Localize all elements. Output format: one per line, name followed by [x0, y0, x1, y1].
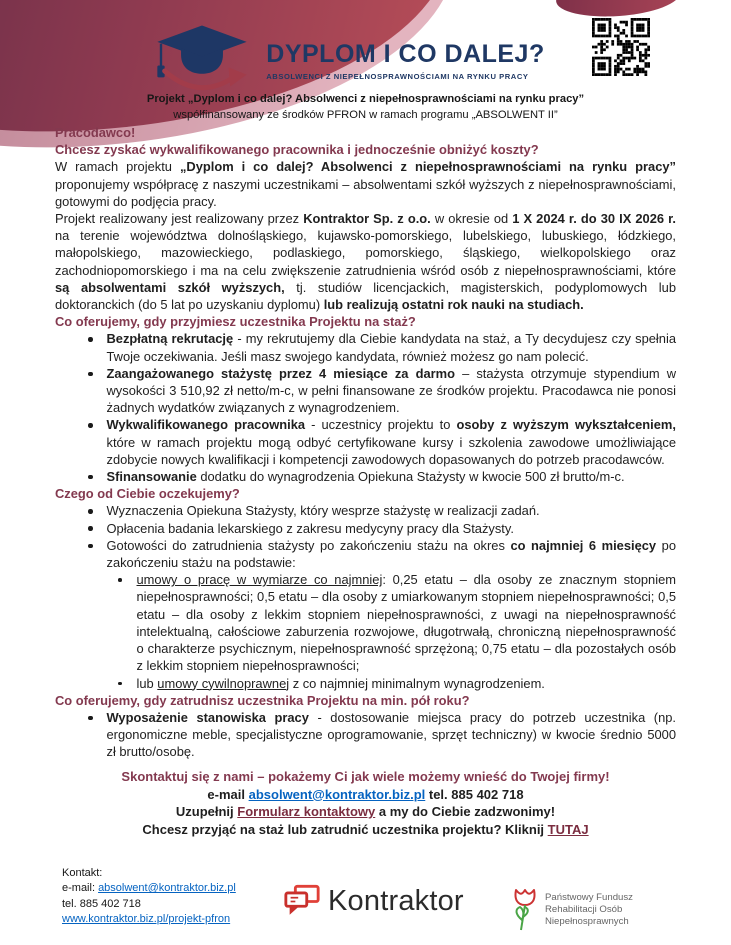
list-item	[55, 502, 676, 519]
email-label: e-mail:	[62, 882, 99, 895]
pfron-logo	[512, 886, 633, 932]
contact-cta	[0, 768, 731, 838]
text-run: lub	[136, 675, 158, 691]
pfron-text-line1: Państwowy Fundusz	[545, 892, 633, 903]
intro-paragraph	[55, 158, 676, 210]
contact-label: Kontakt:	[62, 867, 103, 879]
cta-line-3	[0, 803, 731, 821]
text-run: e-mail	[207, 786, 249, 802]
text-run: z co najmniej minimalnym wynagrodzeniem.	[289, 675, 545, 691]
inline-link[interactable]: Formularz kontaktowy	[237, 804, 376, 820]
intro-heading-1: Pracodawco!	[55, 125, 136, 140]
logo-subtitle: ABSOLWENCI Z NIEPEŁNOSPRAWNOŚCIAMI NA RYNKU PRACY	[266, 72, 529, 82]
text-run: Gotowości do zatrudnienia stażysty po zakończeniu stażu na okres	[106, 537, 511, 553]
text-run: na terenie województwa dolnośląskiego, kujawsko-pomorskiego, lubelskiego, lubuskiego, łódzkiego, małopolskiego, mazowieckiego, podlaskiego, pomorskiego, śląskiego, wielkopolskiego oraz zachodniopomorskiego i ma na celu zwiększenie zatrudnienia wśród osób z niepełnosprawnościami, które	[55, 228, 676, 278]
list-item	[55, 537, 676, 571]
footer-contact-block	[62, 866, 236, 928]
text-run: W ramach projektu	[55, 159, 180, 175]
text-run: Zaangażowanego stażystę przez 4 miesiące za darmo	[106, 365, 455, 381]
text-run: - my rekrutujemy dla Ciebie kandydata na staż, a Ty decydujesz czy spełnia Twoje oczekiwania. Jeśli masz swojego kandydata, również możesz go nam polecić.	[106, 331, 677, 364]
text-run: umowy cywilnoprawnej	[157, 675, 290, 691]
bullet-icon	[88, 526, 93, 531]
text-run: - dostosowanie miejsca pracy do potrzeb uczestnika (np. ergonomiczne meble, specjalistyczne oprogramowanie, sprzęt techniczny) w kwocie średnio 5000 zł brutto/osobę.	[106, 709, 676, 760]
text-run: Chcesz przyjąć na staż lub zatrudnić uczestnika projektu? Kliknij	[142, 821, 548, 837]
bullet-icon	[88, 372, 93, 377]
expectations-heading: Czego od Ciebie oczekujemy?	[55, 486, 240, 502]
text-run: po zakończeniu stażu na podstawie:	[106, 537, 676, 571]
offer-employment-heading: Co oferujemy, gdy zatrudnisz uczestnika Projektu na min. pół roku?	[55, 692, 470, 708]
logo-title: DYPLOM I CO DALEJ?	[266, 39, 545, 68]
text-run: osoby z wyższym wykształceniem,	[456, 417, 676, 433]
chat-bubbles-icon	[283, 884, 321, 919]
text-run: tel. 885 402 718	[425, 786, 524, 802]
website-link[interactable]: www.kontraktor.biz.pl/projekt-pfron	[62, 913, 231, 926]
inline-link[interactable]: absolwent@kontraktor.biz.pl	[248, 786, 426, 802]
cta-line-2	[0, 786, 731, 804]
text-run: Wyznaczenia Opiekuna Stażysty, który wesprze stażystę w realizacji zadań.	[106, 503, 540, 519]
intro-heading-2: Chcesz zyskać wykwalifikowanego pracownika i jednocześnie obniżyć koszty?	[55, 142, 539, 158]
list-item	[55, 709, 676, 761]
text-run: tj. studiów licencjackich, magisterskich, podyplomowych lub doktoranckich (do 5 lat po uzyskaniu dyplomu)	[55, 279, 676, 313]
bullet-icon	[118, 682, 122, 686]
text-run: Kontraktor Sp. z o.o.	[303, 211, 431, 227]
text-run: dodatku do wynagrodzenia Opiekuna Stażysty w kwocie 500 zł brutto/m-c.	[196, 469, 625, 485]
tulip-icon	[512, 886, 538, 932]
list-item	[55, 365, 676, 417]
text-run: Bezpłatną rekrutację	[106, 331, 234, 347]
cta-line-1: Skontaktuj się z nami – pokażemy Ci jak wiele możemy wnieść do Twojej firmy!	[121, 769, 610, 784]
bullet-icon	[118, 578, 122, 582]
text-run: 1 X 2024 r. do 30 IX 2026 r.	[512, 211, 677, 227]
text-run: „Dyplom i co dalej? Absolwenci z niepełnosprawnościami na rynku pracy”	[179, 159, 676, 175]
bullet-icon	[88, 337, 93, 342]
offer-internship-heading: Co oferujemy, gdy przyjmiesz uczestnika Projektu na staż?	[55, 314, 416, 330]
text-run: Uzupełnij	[175, 804, 238, 820]
text-run: Opłacenia badania lekarskiego z zakresu medycyny pracy dla Stażysty.	[106, 520, 514, 536]
cta-line-4	[0, 821, 731, 839]
pfron-text-line3: Niepełnosprawnych	[545, 916, 629, 928]
bullet-icon	[88, 509, 93, 514]
text-run: – stażysta otrzymuje stypendium w wysokości 3 510,92 zł netto/m-c, w pełni finansowane ze środków projektu. Pracodawca nie ponosi żadnych wydatków związanych z wynagrodzeniem.	[106, 365, 677, 416]
list-item	[55, 330, 676, 364]
kontraktor-logo	[283, 884, 464, 919]
qr-code	[592, 17, 650, 77]
text-run: w okresie od	[430, 211, 513, 227]
sub-list-item	[55, 675, 676, 692]
graduation-cap-icon	[150, 20, 254, 102]
text-run: - uczestnicy projektu to	[305, 417, 457, 433]
text-run: proponujemy współpracę z naszymi uczestnikami – absolwentami szkół wyższych z niepełnosprawnościami, gotowymi do podjęcia pracy.	[55, 176, 676, 209]
project-subtitle	[0, 92, 731, 123]
body-content	[55, 124, 676, 761]
contact-phone: tel. 885 402 718	[62, 897, 141, 910]
text-run: a my do Ciebie zadzwonimy!	[375, 804, 556, 820]
project-subtitle-line1: Projekt „Dyplom i co dalej? Absolwenci z niepełnosprawnościami na rynku pracy”	[146, 93, 585, 105]
bullet-icon	[88, 475, 93, 480]
bullet-icon	[88, 423, 93, 428]
text-run: Wyposażenie stanowiska pracy	[106, 709, 309, 725]
text-run: które w ramach projektu mogą odbyć certyfikowane kursy i szkolenia zawodowe umożliwiające zdobycie nowych kwalifikacji i kompetencji zawodowych dopasowanych do potrzeb pracodawców.	[106, 434, 676, 467]
project-details-paragraph	[55, 210, 676, 313]
contact-email-line	[62, 881, 236, 896]
pfron-text-line2: Rehabilitacji Osób	[545, 904, 623, 916]
text-run: co najmniej 6 miesięcy	[510, 537, 657, 553]
text-run: są absolwentami szkół wyższych,	[55, 279, 285, 295]
email-link[interactable]: absolwent@kontraktor.biz.pl	[98, 882, 236, 895]
project-subtitle-line2: współfinansowany ze środków PFRON w ramach programu „ABSOLWENT II”	[173, 108, 558, 121]
text-run: Sfinansowanie	[106, 469, 197, 485]
list-item	[55, 416, 676, 468]
bullet-icon	[88, 544, 93, 549]
inline-link[interactable]: TUTAJ	[547, 821, 589, 837]
kontraktor-logo-text: Kontraktor	[328, 885, 464, 917]
bullet-icon	[88, 716, 93, 721]
list-item	[55, 520, 676, 537]
text-run: Projekt realizowany jest realizowany przez	[55, 211, 304, 227]
text-run: umowy o pracę w wymiarze co najmniej	[136, 572, 383, 588]
text-run: Wykwalifikowanego pracownika	[106, 417, 306, 433]
list-item	[55, 468, 676, 485]
text-run: : 0,25 etatu – dla osoby ze znacznym stopniem niepełnosprawności; 0,5 etatu – dla osoby z umiarkowanym stopniem niepełnosprawności; 0,5 etatu – dla osoby z lekkim stopniem niepełnosprawności, z uwagi na niepełnosprawność intelektualną, całościowe zaburzenia rozwojowe, długotrwałą, chroniczną niepełnosprawność o charakterze psychicznym, niepełnosprawność sprzężoną; 0,75 etatu – dla pozostałych osób z lekkim stopniem niepełnosprawności;	[136, 572, 676, 674]
sub-list-item	[55, 571, 676, 674]
text-run: lub realizują ostatni rok nauki na studiach.	[323, 297, 584, 313]
